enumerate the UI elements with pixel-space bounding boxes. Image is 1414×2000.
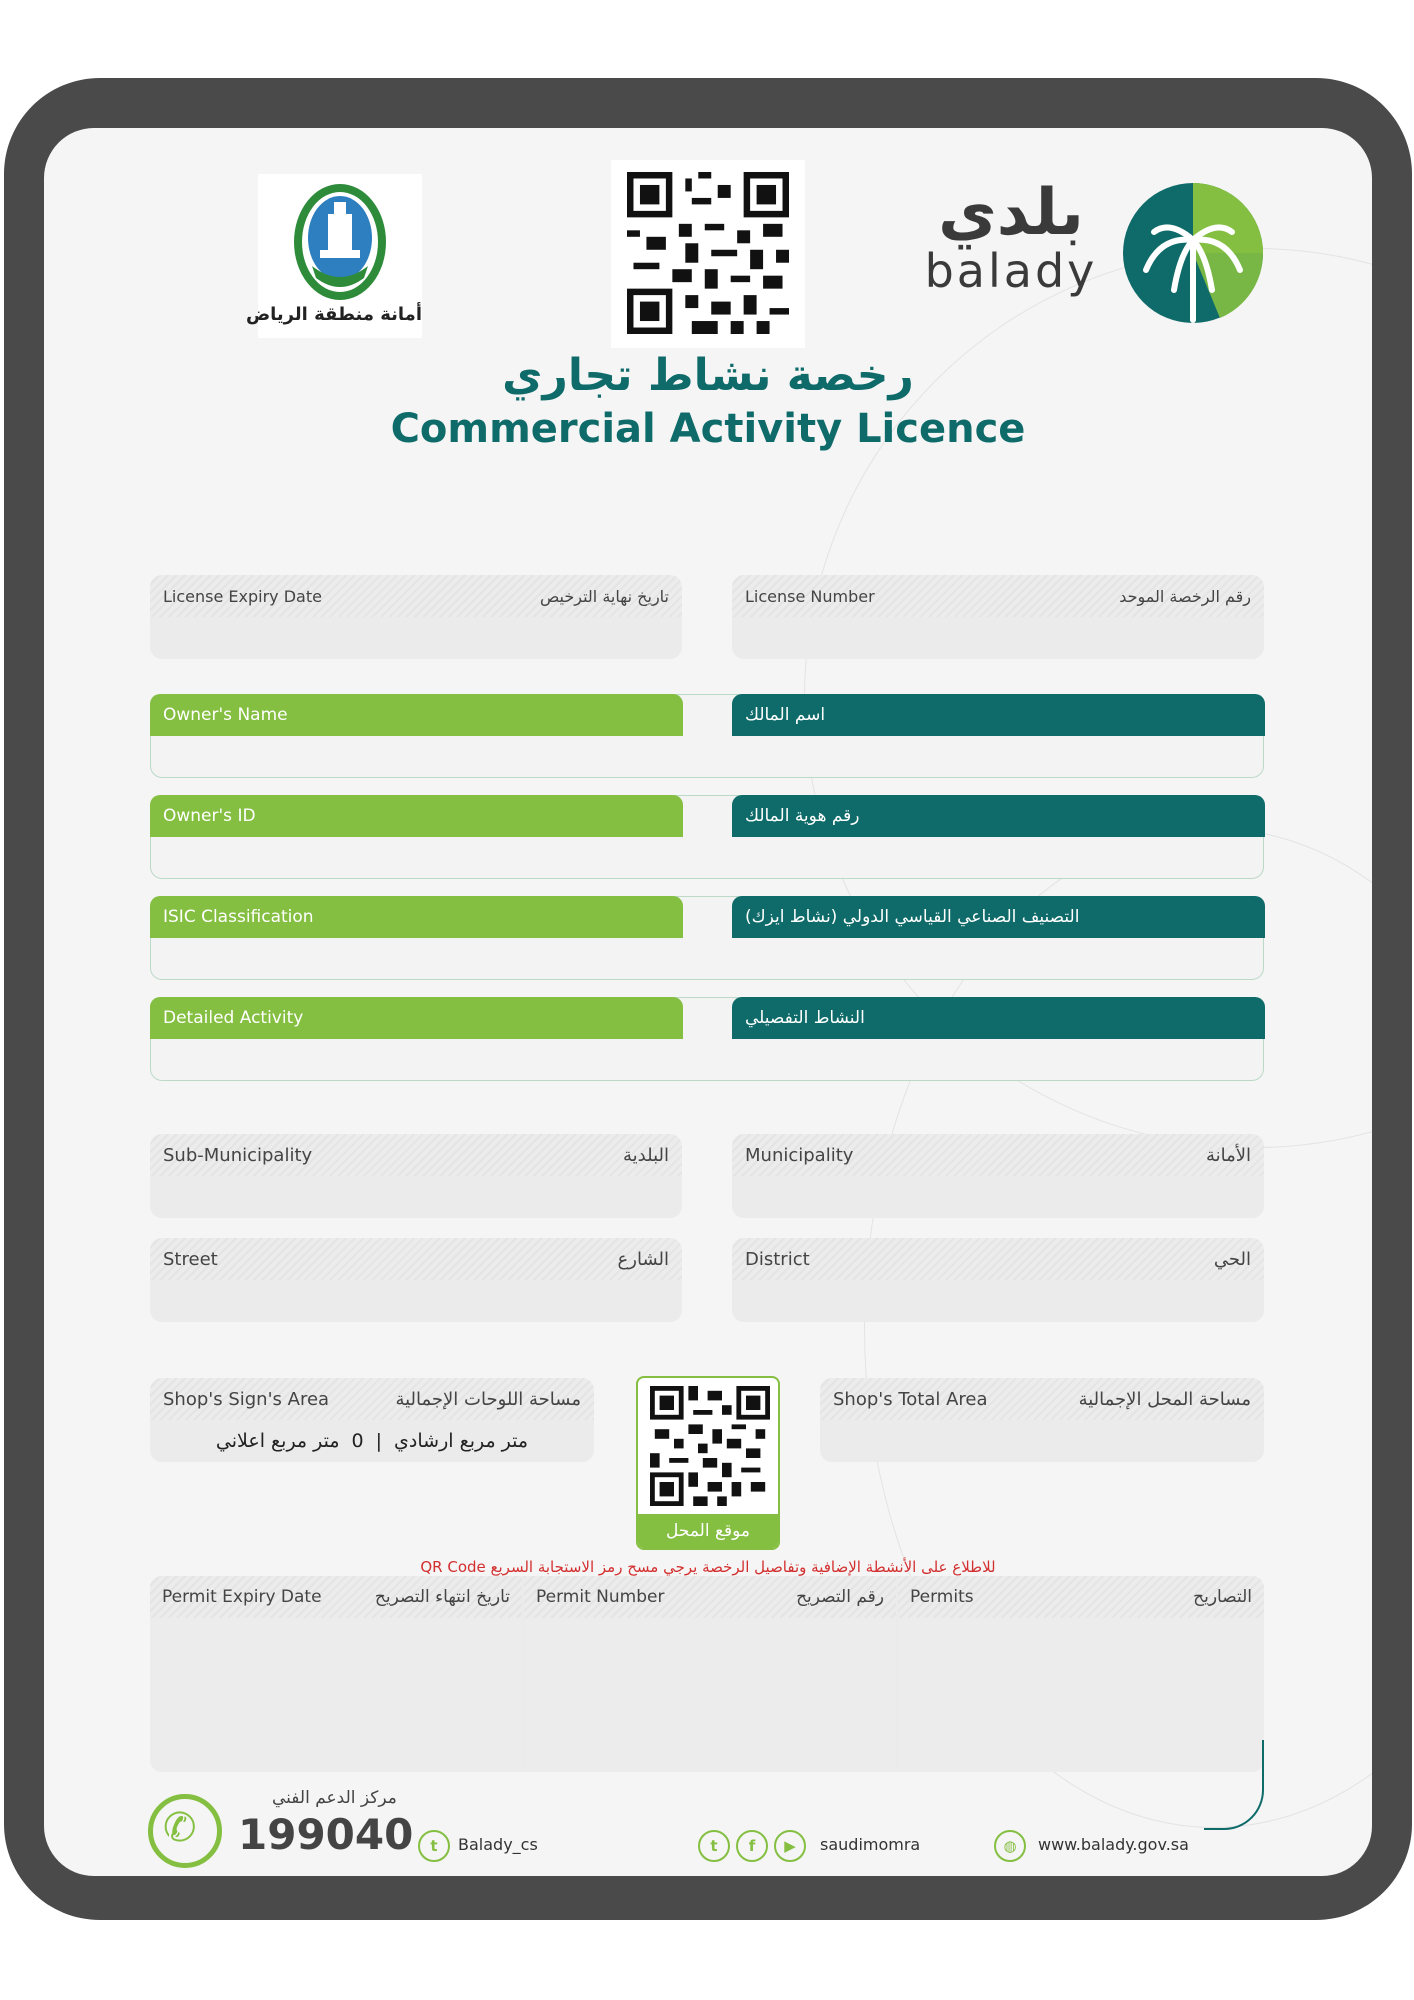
sub-municipality-field	[150, 1134, 682, 1218]
title-arabic: رخصة نشاط تجاري	[502, 350, 914, 401]
total-area-field	[820, 1378, 1264, 1462]
field-value	[151, 1040, 1263, 1080]
brand-name-ar: بلدي	[938, 176, 1084, 250]
field-label-en: Municipality	[745, 1144, 854, 1166]
district-field	[732, 1238, 1264, 1322]
website-link[interactable]: www.balady.gov.sa	[1038, 1835, 1189, 1854]
shop-location-qr[interactable]	[636, 1376, 780, 1550]
field-value	[820, 1420, 1264, 1462]
field-value	[151, 737, 1263, 777]
guide-area-unit: متر مربع ارشادي	[394, 1430, 529, 1452]
field-value	[732, 1280, 1264, 1322]
field-label-en: ISIC Classification	[150, 896, 683, 938]
twitter-cs-handle[interactable]: Balady_cs	[458, 1835, 538, 1854]
field-label-en: License Number	[745, 586, 875, 606]
municipality-field	[732, 1134, 1264, 1218]
twitter-icon[interactable]: t	[418, 1830, 450, 1862]
field-label-ar: تاريخ نهاية الترخيص	[539, 586, 669, 606]
license-expiry-field	[150, 575, 682, 659]
youtube-icon[interactable]: ▶	[774, 1830, 806, 1862]
field-label-ar: النشاط التفصيلي	[732, 997, 1265, 1039]
ad-area-unit: متر مربع اعلاني	[215, 1430, 340, 1452]
field-label-en: Detailed Activity	[150, 997, 683, 1039]
field-label-ar: اسم المالك	[732, 694, 1265, 736]
shop-location-label: موقع المحل	[638, 1514, 778, 1548]
field-label-en: District	[745, 1248, 810, 1270]
field-value	[150, 1176, 682, 1218]
field-label-ar: التصنيف الصناعي القياسي الدولي (نشاط ايزك)	[732, 896, 1265, 938]
facebook-icon[interactable]: f	[736, 1830, 768, 1862]
field-label-ar: البلدية	[623, 1144, 669, 1166]
title-english: Commercial Activity Licence	[390, 406, 1026, 452]
permit-expiry-header	[150, 1576, 522, 1618]
street-field	[150, 1238, 682, 1322]
field-label-en: Street	[163, 1248, 218, 1270]
globe-icon[interactable]: ◍	[994, 1830, 1026, 1862]
qr-instructions-note: للاطلاع على الأنشطة الإضافية وتفاصيل الرخصة يرجي مسح رمز الاستجابة السريع QR Code	[420, 1558, 996, 1576]
field-label-ar: الحي	[1213, 1248, 1251, 1270]
sign-area-field	[150, 1378, 594, 1462]
field-label-ar: رقم هوية المالك	[732, 795, 1265, 837]
twitter-icon[interactable]: t	[698, 1830, 730, 1862]
license-document	[44, 128, 1372, 1876]
license-number-field	[732, 575, 1264, 659]
authority-name: أمانة منطقة الرياض	[245, 304, 422, 325]
phone-icon: ✆	[148, 1794, 222, 1868]
field-value	[732, 1176, 1264, 1218]
field-label-en: License Expiry Date	[163, 586, 322, 606]
riyadh-municipality-logo	[245, 174, 422, 338]
brand-name-en: balady	[924, 244, 1098, 298]
permit-expiry-cell	[150, 1618, 522, 1772]
qr-code-icon	[650, 1386, 770, 1506]
owner-name-field	[150, 694, 1264, 778]
permits-header	[898, 1576, 1264, 1618]
riyadh-emblem-icon	[290, 180, 390, 304]
field-label-en: Shop's Total Area	[833, 1388, 988, 1410]
qr-code-icon	[627, 172, 789, 334]
field-value	[150, 1280, 682, 1322]
support-center-label: مركز الدعم الفني	[272, 1788, 397, 1808]
field-label-ar: رقم الرخصة الموحد	[1119, 586, 1251, 606]
permit-number-header	[524, 1576, 896, 1618]
detailed-activity-field	[150, 997, 1264, 1081]
license-qr-code[interactable]	[611, 160, 805, 348]
balady-palm-logo-icon	[1120, 180, 1266, 326]
isic-classification-field	[150, 896, 1264, 980]
field-label-en: Shop's Sign's Area	[163, 1388, 330, 1410]
owner-id-field	[150, 795, 1264, 879]
column-label-ar: تاريخ انتهاء التصريح	[374, 1587, 510, 1607]
field-label-ar: الأمانة	[1205, 1144, 1251, 1166]
field-value	[151, 939, 1263, 979]
field-value	[151, 838, 1263, 878]
column-label-en: Permit Number	[536, 1587, 665, 1607]
sign-area-value: 0	[351, 1430, 364, 1452]
social-handle[interactable]: saudimomra	[820, 1835, 921, 1854]
column-label-ar: التصاريح	[1193, 1587, 1252, 1607]
field-label-ar: الشارع	[617, 1248, 669, 1270]
field-label-en: Sub-Municipality	[163, 1144, 313, 1166]
column-label-en: Permit Expiry Date	[162, 1587, 322, 1607]
field-label-en: Owner's ID	[150, 795, 683, 837]
support-phone-number[interactable]: 199040	[238, 1810, 414, 1859]
field-label-ar: مساحة اللوحات الإجمالية	[395, 1388, 581, 1410]
permit-number-cell	[524, 1618, 896, 1772]
field-label-ar: مساحة المحل الإجمالية	[1078, 1388, 1251, 1410]
field-value	[732, 617, 1264, 659]
field-value	[150, 617, 682, 659]
column-label-ar: رقم التصريح	[796, 1587, 884, 1607]
field-label-en: Owner's Name	[150, 694, 683, 736]
permits-table	[150, 1576, 1264, 1772]
separator: |	[375, 1430, 383, 1452]
column-label-en: Permits	[910, 1587, 974, 1607]
